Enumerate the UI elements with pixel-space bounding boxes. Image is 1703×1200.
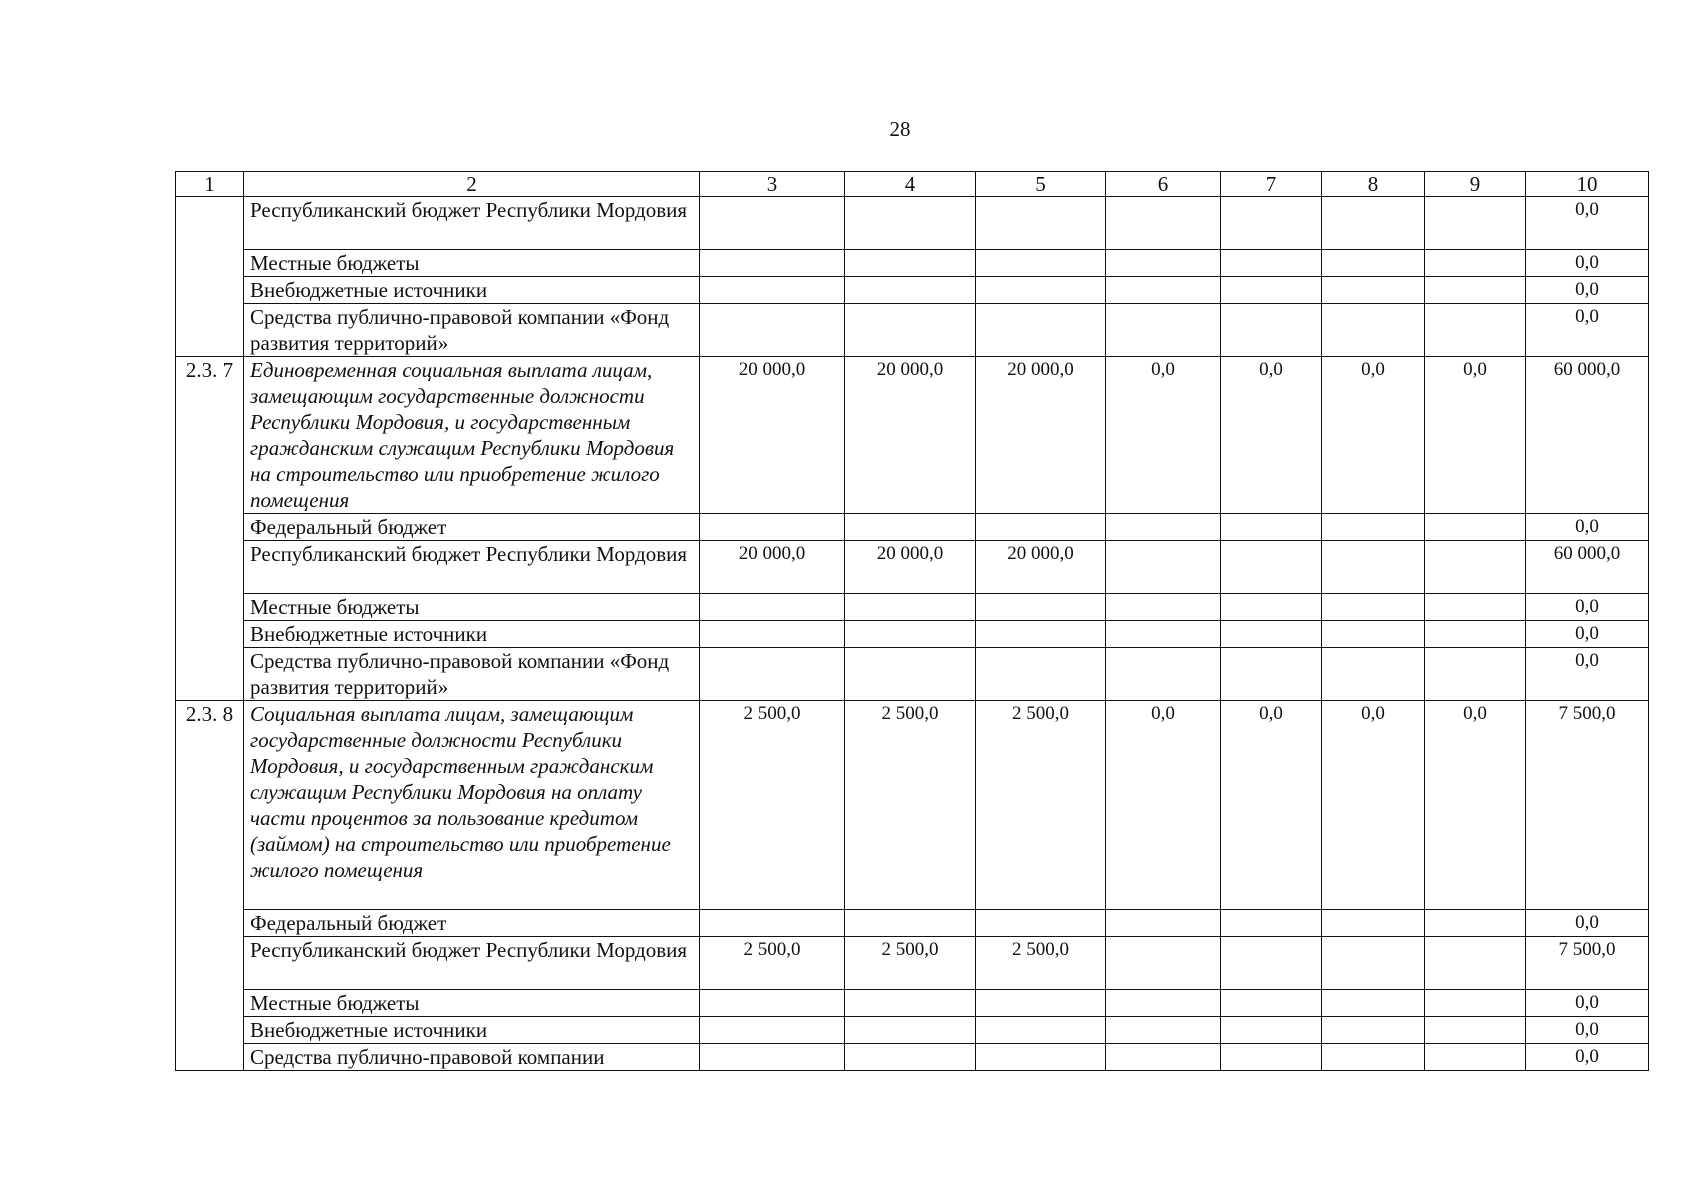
header-cell: 8 xyxy=(1322,172,1425,197)
source-label: Внебюджетные источники xyxy=(244,1017,700,1044)
total-cell: 60 000,0 xyxy=(1526,357,1649,514)
value-cell: 20 000,0 xyxy=(845,541,976,594)
value-cell: 20 000,0 xyxy=(700,357,845,514)
header-cell: 3 xyxy=(700,172,845,197)
item-title: Единовременная социальная выплата лицам, замещающим государственные должности Республики Мордовия, и государственным гражданским служащим Республики Мордовия на строительство или приобретение жилого помещения xyxy=(244,357,700,514)
table-row xyxy=(176,277,1649,304)
value-cell: 2 500,0 xyxy=(700,937,845,990)
source-label: Средства публично-правовой компании xyxy=(244,1044,700,1071)
header-cell: 10 xyxy=(1526,172,1649,197)
value-cell: 20 000,0 xyxy=(700,541,845,594)
header-cell: 2 xyxy=(244,172,700,197)
header-cell: 4 xyxy=(845,172,976,197)
value-cell: 2 500,0 xyxy=(976,701,1106,910)
table-row xyxy=(176,990,1649,1017)
total-cell: 0,0 xyxy=(1526,594,1649,621)
source-label: Средства публично-правовой компании «Фонд развития территорий» xyxy=(244,648,700,701)
total-cell: 0,0 xyxy=(1526,277,1649,304)
total-cell: 0,0 xyxy=(1526,250,1649,277)
header-cell: 7 xyxy=(1221,172,1322,197)
value-cell: 0,0 xyxy=(1221,701,1322,910)
source-label: Внебюджетные источники xyxy=(244,277,700,304)
total-cell: 0,0 xyxy=(1526,304,1649,357)
value-cell: 2 500,0 xyxy=(976,937,1106,990)
source-label: Республиканский бюджет Республики Мордовия xyxy=(244,197,700,250)
table-row xyxy=(176,594,1649,621)
source-label: Внебюджетные источники xyxy=(244,621,700,648)
code-cell-empty xyxy=(176,197,244,357)
value-cell: 0,0 xyxy=(1425,701,1526,910)
total-cell: 60 000,0 xyxy=(1526,541,1649,594)
item-row-2-3-8 xyxy=(176,701,1649,910)
header-cell: 9 xyxy=(1425,172,1526,197)
source-label: Республиканский бюджет Республики Мордовия xyxy=(244,541,700,594)
value-cell: 0,0 xyxy=(1322,357,1425,514)
value-cell: 2 500,0 xyxy=(700,701,845,910)
source-label: Средства публично-правовой компании «Фонд развития территорий» xyxy=(244,304,700,357)
total-cell: 0,0 xyxy=(1526,1017,1649,1044)
source-label: Местные бюджеты xyxy=(244,990,700,1017)
total-cell: 7 500,0 xyxy=(1526,701,1649,910)
value-cell: 20 000,0 xyxy=(845,357,976,514)
table-row xyxy=(176,250,1649,277)
total-cell: 0,0 xyxy=(1526,197,1649,250)
value-cell: 2 500,0 xyxy=(845,701,976,910)
value-cell: 2 500,0 xyxy=(845,937,976,990)
total-cell: 0,0 xyxy=(1526,910,1649,937)
table-row xyxy=(176,514,1649,541)
value-cell: 0,0 xyxy=(1106,357,1221,514)
source-label: Федеральный бюджет xyxy=(244,514,700,541)
budget-table xyxy=(175,171,1649,1071)
total-cell: 0,0 xyxy=(1526,990,1649,1017)
source-label: Местные бюджеты xyxy=(244,250,700,277)
value-cell: 0,0 xyxy=(1106,701,1221,910)
item-code: 2.3. 7 xyxy=(176,357,244,701)
table-row xyxy=(176,197,1649,250)
item-title: Социальная выплата лицам, замещающим государственные должности Республики Мордовия, и государственным гражданским служащим Республики Мордовия на оплату части процентов за пользование кредитом (займом) на строительство или приобретение жилого помещения xyxy=(244,701,700,910)
table-row xyxy=(176,621,1649,648)
table-row xyxy=(176,937,1649,990)
total-cell: 0,0 xyxy=(1526,648,1649,701)
table-row xyxy=(176,304,1649,357)
value-cell: 0,0 xyxy=(1221,357,1322,514)
header-cell: 6 xyxy=(1106,172,1221,197)
table-row xyxy=(176,1044,1649,1071)
total-cell: 0,0 xyxy=(1526,621,1649,648)
table-row xyxy=(176,541,1649,594)
total-cell: 0,0 xyxy=(1526,1044,1649,1071)
item-code: 2.3. 8 xyxy=(176,701,244,1071)
value-cell: 0,0 xyxy=(1322,701,1425,910)
header-cell: 5 xyxy=(976,172,1106,197)
page-number: 28 xyxy=(889,117,911,141)
source-label: Местные бюджеты xyxy=(244,594,700,621)
header-row xyxy=(176,172,1649,197)
table-row xyxy=(176,1017,1649,1044)
total-cell: 0,0 xyxy=(1526,514,1649,541)
item-row-2-3-7 xyxy=(176,357,1649,514)
value-cell: 0,0 xyxy=(1425,357,1526,514)
table-row xyxy=(176,648,1649,701)
table-row xyxy=(176,910,1649,937)
source-label: Федеральный бюджет xyxy=(244,910,700,937)
total-cell: 7 500,0 xyxy=(1526,937,1649,990)
value-cell: 20 000,0 xyxy=(976,357,1106,514)
header-cell: 1 xyxy=(176,172,244,197)
source-label: Республиканский бюджет Республики Мордовия xyxy=(244,937,700,990)
value-cell: 20 000,0 xyxy=(976,541,1106,594)
